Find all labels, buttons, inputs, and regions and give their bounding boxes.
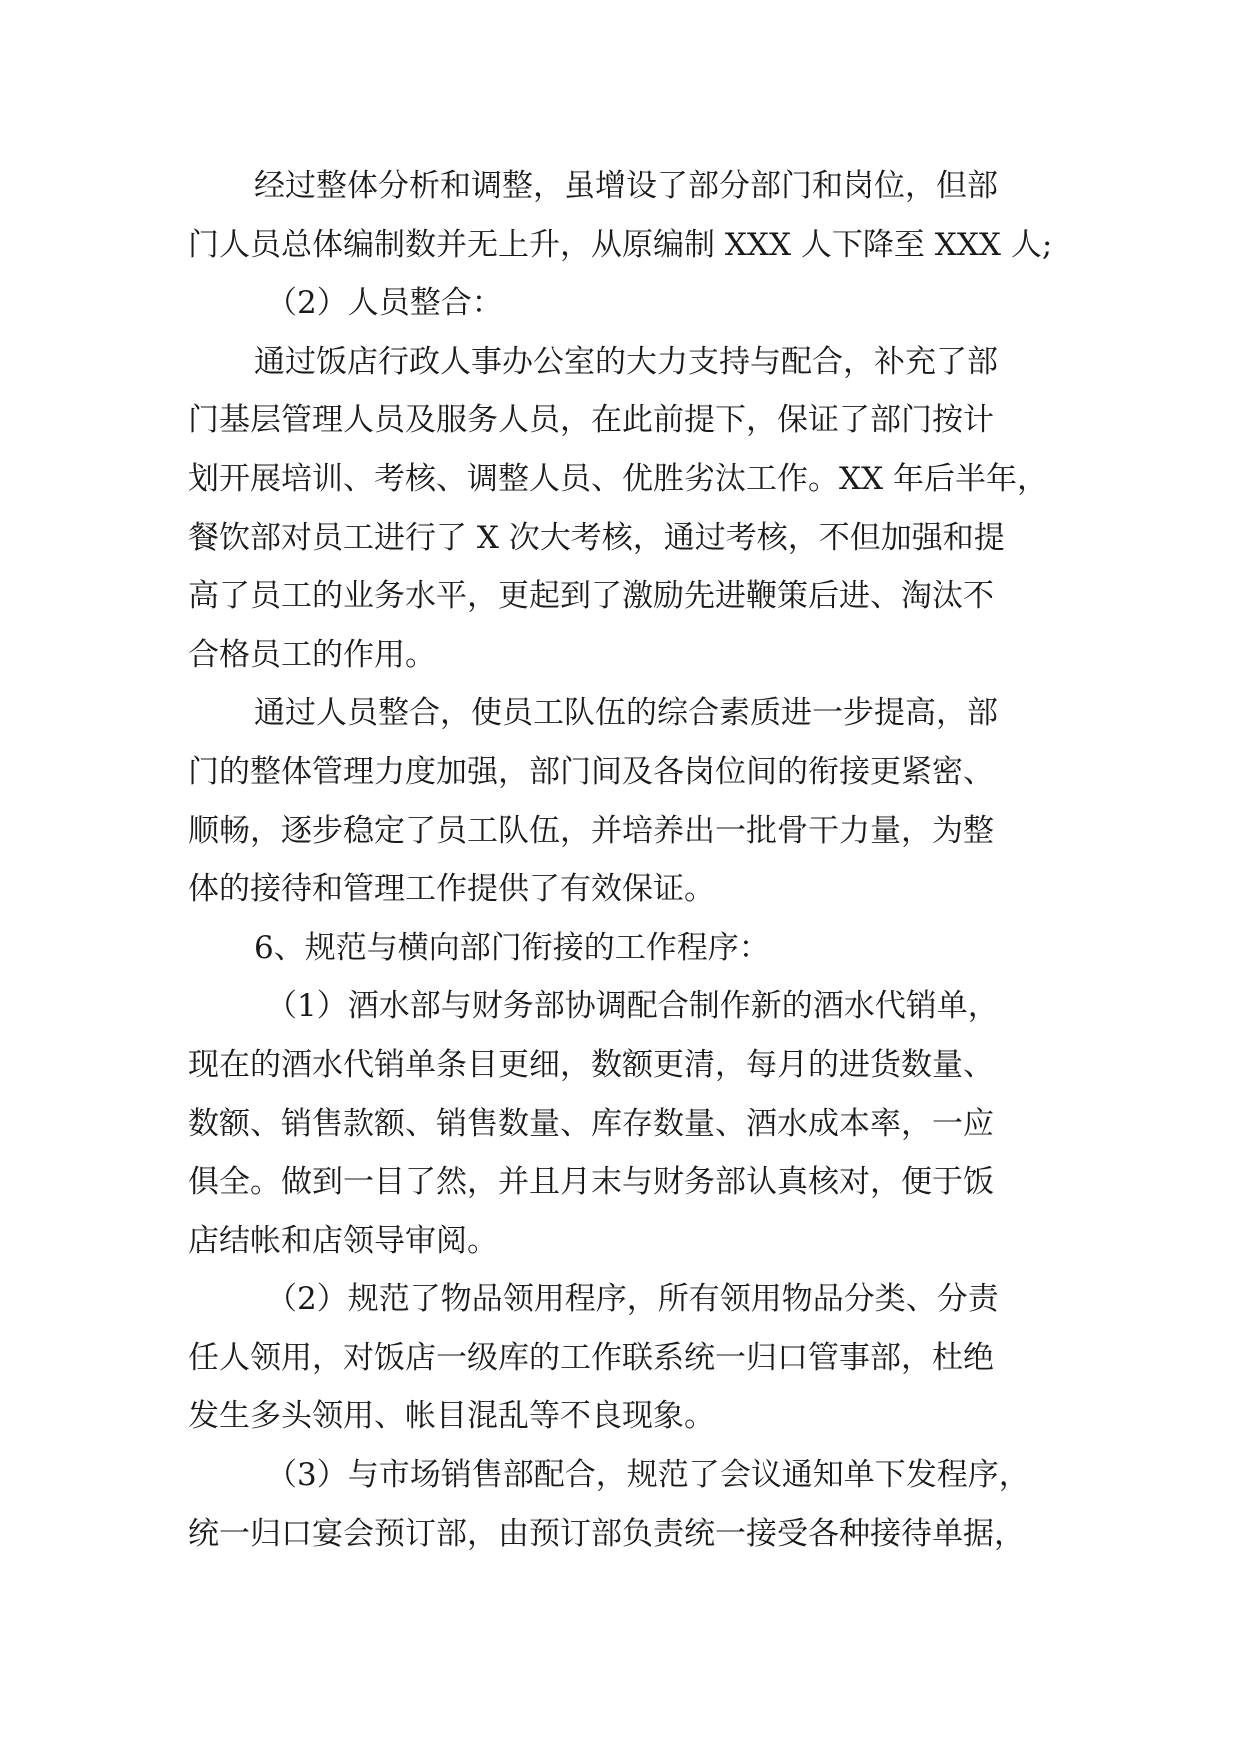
- text-line: 6、规范与横向部门衔接的工作程序：: [254, 929, 770, 966]
- document-body: [188, 157, 1068, 1563]
- text-line: 划开展培训、考核、调整人员、优胜劣汰工作。XX 年后半年，: [188, 460, 1048, 497]
- text-line: 任人领用，对饭店一级库的工作联系统一归口管事部，杜绝: [188, 1339, 994, 1376]
- text-line: 经过整体分析和调整，虽增设了部分部门和岗位，但部: [254, 168, 998, 204]
- text-line: 通过人员整合，使员工队伍的综合素质进一步提高，部: [254, 695, 998, 732]
- text-line: 门基层管理人员及服务人员，在此前提下，保证了部门按计: [188, 402, 994, 439]
- text-line: （2）人员整合：: [266, 285, 503, 322]
- text-line: 店结帐和店领导审阅。: [188, 1222, 498, 1259]
- text-line: 数额、销售款额、销售数量、库存数量、酒水成本率，一应: [188, 1105, 994, 1142]
- text-line: 门的整体管理力度加强，部门间及各岗位间的衔接更紧密、: [188, 753, 994, 790]
- text-line: 统一归口宴会预订部，由预订部负责统一接受各种接待单据，: [188, 1515, 1025, 1552]
- text-line: 通过饭店行政人事办公室的大力支持与配合，补充了部: [254, 343, 998, 380]
- text-line: 合格员工的作用。: [188, 636, 436, 673]
- text-line: （3）与市场销售部配合，规范了会议通知单下发程序，: [266, 1457, 1030, 1494]
- text-line: 顺畅，逐步稳定了员工队伍，并培养出一批骨干力量，为整: [188, 812, 994, 849]
- text-line: 体的接待和管理工作提供了有效保证。: [188, 871, 715, 908]
- text-line: 门人员总体编制数并无上升，从原编制 XXX 人下降至 XXX 人;: [188, 226, 1053, 263]
- text-line: 俱全。做到一目了然，并且月末与财务部认真核对，便于饭: [188, 1164, 994, 1201]
- text-line: 现在的酒水代销单条目更细，数额更清，每月的进货数量、: [188, 1046, 994, 1083]
- text-line: 发生多头领用、帐目混乱等不良现象。: [188, 1398, 715, 1435]
- text-line: 高了员工的业务水平，更起到了激励先进鞭策后进、淘汰不: [188, 578, 994, 615]
- text-line: 餐饮部对员工进行了 X 次大考核，通过考核，不但加强和提: [188, 519, 1005, 556]
- text-line: （1）酒水部与财务部协调配合制作新的酒水代销单，: [266, 988, 999, 1025]
- text-line: （2）规范了物品领用程序，所有领用物品分类、分责: [266, 1281, 999, 1318]
